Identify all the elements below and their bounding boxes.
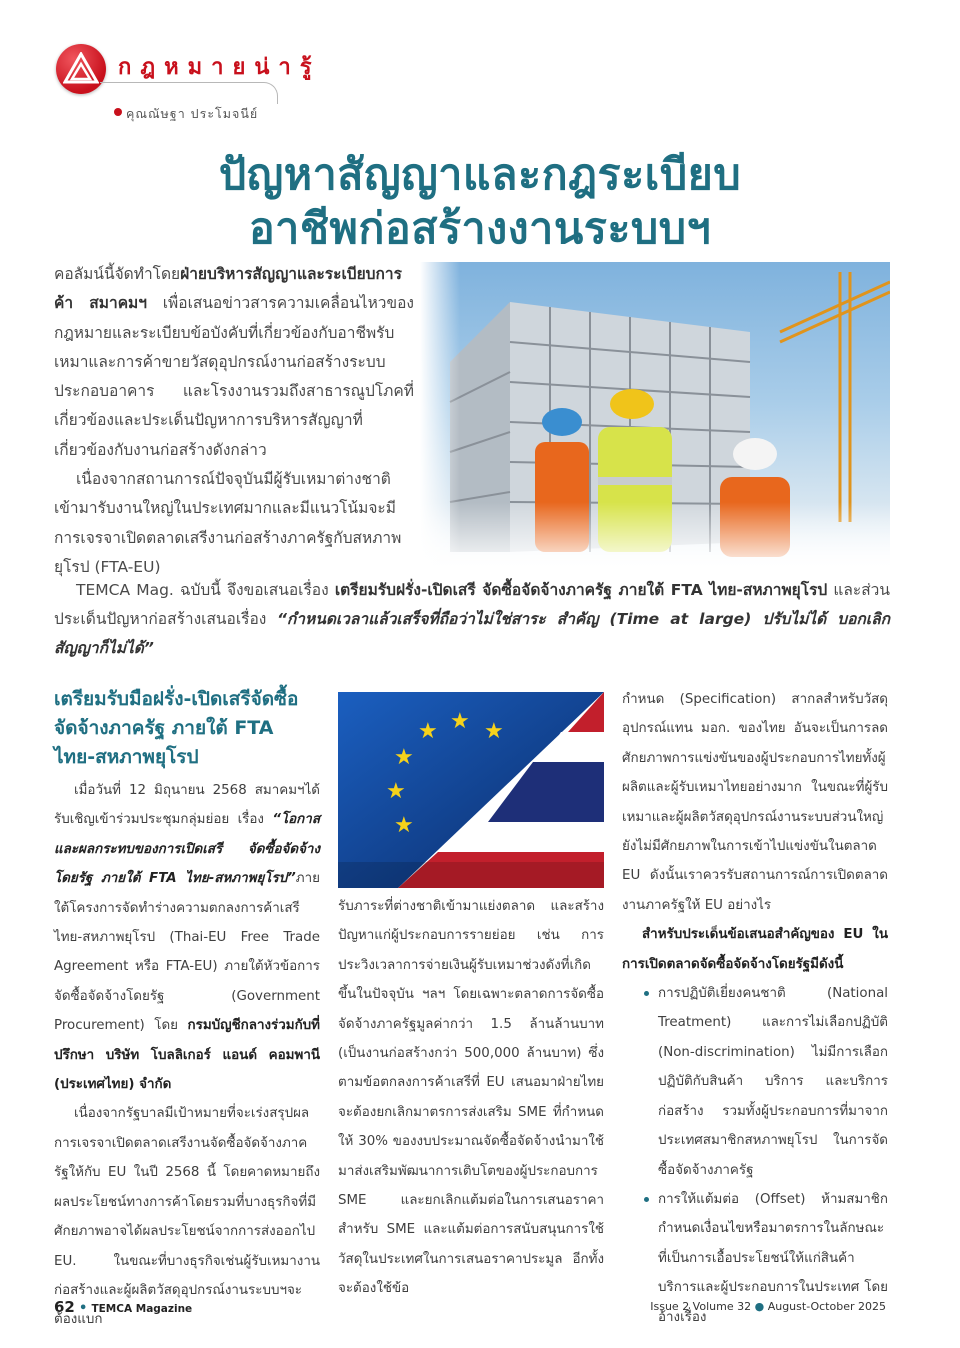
svg-text:★: ★ (394, 745, 414, 770)
column-name: กฎหมายน่ารู้ (118, 55, 321, 80)
list-item: การปฏิบัติเยี่ยงคนชาติ (National Treatment) และการไม่เลือกปฏิบัติ (Non-discrimination) ไม่มีการเลือกปฏิบัติกับสินค้า บริการ และบริการก่อสร้าง รวมทั้งผู้ประกอบการที่มาจากประเทศสมาชิกสหภาพยุโรป ในการจัดซื้อจัดจ้างภาครัฐ (622, 979, 888, 1185)
column-rule-decoration (100, 82, 278, 104)
svg-text:★: ★ (484, 719, 504, 744)
section-heading: เตรียมรับมือฝรั่ง-เปิดเสรีจัดซื้อจัดจ้างภาครัฐ ภายใต้ FTA ไทย-สหภาพยุโรป (54, 688, 299, 768)
svg-text:★: ★ (450, 709, 470, 734)
author-line (114, 104, 258, 124)
eu-thai-flags-photo (338, 692, 604, 888)
issue-period: August-October 2025 (767, 1300, 886, 1313)
footer-dot: ● (754, 1300, 765, 1313)
list-item: การให้แต้มต่อ (Offset) ห้ามสมาชิกกำหนดเงื่อนไขหรือมาตรการในลักษณะที่เป็นการเอื้อประโยชน์ให้แก่สินค้า บริการและผู้ประกอบการในประเทศ โดยอ้างเรื่อง (622, 1185, 888, 1332)
section-paragraph-2: เนื่องจากรัฐบาลมีเป้าหมายที่จะเร่งสรุปผลการเจรจาเปิดตลาดเสรีงานจัดซื้อจัดจ้างภาครัฐให้กับ EU ในปี 2568 นี้ โดยคาดหมายถึงผลประโยชน์ทางการค้าโดยรวมที่บางธุรกิจที่มีศักยภาพอาจได้ผลประโยชน์จากการส่งออกไป EU. ในขณะที่บางธุรกิจเช่นผู้รับเหมางานก่อสร้างและผู้ผลิตวัสดุอุปกรณ์งานระบบฯจะต้องแบก (54, 1106, 320, 1328)
footer-separator: • (79, 1301, 88, 1316)
page-number: 62 (54, 1298, 75, 1316)
column-2 (338, 892, 604, 1304)
column-2-paragraph: รับภาระที่ต่างชาติเข้ามาแย่งตลาด และสร้างปัญหาแก่ผู้ประกอบการรายย่อย เช่น การประวิงเวลาการจ่ายเงินผู้รับเหมาช่วงดังที่เกิดขึ้นในปัจจุบัน ฯลฯ โดยเฉพาะตลาดการจัดซื้อจัดจ้างภาครัฐมูลค่ากว่า 1.5 ล้านล้านบาท (เป็นงานก่อสร้างกว่า 500,000 ล้านบาท) ซึ่งตามข้อตกลงการค้าเสรีที่ EU เสนอมาฝ่ายไทยจะต้องยกเลิกมาตรการส่งเสริม SME ที่กำหนดให้ 30% ของงบประมาณจัดซื้อจัดจ้างนำมาใช้มาส่งเสริมพัฒนาการเติบโตของผู้ประกอบการ SME และยกเลิกแต้มต่อในการเสนอราคาสำหรับ SME และแต้มต่อการสนับสนุนการใช้วัสดุในประเทศในการเสนอราคาประมูล อีกทั้งจะต้องใช้ข้อ (338, 899, 604, 1297)
temca-logo (56, 44, 106, 94)
eu-thai-flags-illustration (338, 692, 604, 888)
article-title-line-1: ปัญหาสัญญาและกฎระเบียบ (218, 150, 742, 200)
bullet-icon (644, 1197, 649, 1202)
intro-text (54, 260, 414, 582)
construction-workers-scaffolding-photo (420, 262, 890, 572)
article-title-line-2: อาชีพก่อสร้างงานระบบฯ (248, 204, 712, 254)
svg-text:★: ★ (418, 719, 438, 744)
column-3 (622, 685, 888, 1332)
svg-text:★: ★ (394, 813, 414, 838)
bullet-icon (644, 991, 649, 996)
author-name: คุณณัษฐา ประโมจนีย์ (126, 106, 259, 121)
column-1 (54, 685, 320, 1335)
column-3-paragraph-1: กำหนด (Specification) สากลสำหรับวัสดุอุปกรณ์แทน มอก. ของไทย อันจะเป็นการลดศักยภาพการแข่งขันของผู้ประกอบการไทยทั้งผู้ผลิตและผู้รับเหมาไทยอย่างมาก ในขณะที่ผู้รับเหมาและผู้ผลิตวัสดุอุปกรณ์งานระบบส่วนใหญ่ยังไม่มีศักยภาพในการเข้าไปแข่งขันในตลาด EU ดังนั้นเราควรรับสถานการณ์การเปิดตลาดงานภาครัฐให้ EU อย่างไร (622, 692, 888, 913)
photo-fade-bottom (420, 502, 890, 572)
column-3-bold-heading: สำหรับประเด็นข้อเสนอสำคัญของ EU ในการเปิดตลาดจัดซื้อจัดจ้างโดยรัฐมีดังนี้ (622, 927, 888, 972)
section-paragraph-1: เมื่อวันที่ 12 มิถุนายน 2568 สมาคมฯได้รับเชิญเข้าร่วมประชุมกลุ่มย่อย เรื่อง “โอกาสและผลกระทบของการเปิดเสรี จัดซื้อจัดจ้างโดยรัฐ ภายใต้ FTA ไทย-สหภาพยุโรป”ภายใต้โครงการจัดทำร่างความตกลงการค้าเสรีไทย-สหภาพยุโรป (Thai-EU Free Trade Agreement หรือ FTA-EU) ภายใต้หัวข้อการจัดซื้อจัดจ้างโดยรัฐ (Government Procurement) โดย กรมบัญชีกลางร่วมกับที่ปรึกษา บริษัท โบลลิเกอร์ แอนด์ คอมพานี (ประเทศไทย) จำกัด (54, 783, 320, 1093)
magazine-name: TEMCA Magazine (91, 1303, 193, 1315)
footer-page-info (54, 1298, 192, 1316)
issue-volume: Issue 2 Volume 32 (650, 1300, 752, 1313)
article-lead-paragraph: TEMCA Mag. ฉบับนี้ จึงขอเสนอเรื่อง เตรียมรับฝรั่ง-เปิดเสรี จัดซื้อจัดจ้างภาครัฐ ภายใต้ FTA ไทย-สหภาพยุโรป และส่วนประเด็นปัญหาก่อสร้างเสนอเรื่อง “กำหนดเวลาแล้วเสร็จที่ถือว่าไม่ใช่สาระ สำคัญ (Time at large) ปรับไม่ได้ บอกเลิกสัญญาก็ไม่ได้” (54, 581, 890, 657)
intro-paragraph-2: เนื่องจากสถานการณ์ปัจจุบันมีผู้รับเหมาต่างชาติเข้ามารับงานใหญ่ในประเทศมากและมีแนวโน้มจะมีการเจรจาเปิดตลาดเสรีงานก่อสร้างภาครัฐกับสหภาพยุโรป (FTA-EU) (54, 470, 402, 576)
temca-triangle-logo-icon (63, 52, 99, 84)
footer-issue-info (650, 1300, 886, 1313)
svg-text:★: ★ (386, 779, 406, 804)
photo-fade-left (420, 262, 460, 572)
intro-paragraph-1: คอลัมน์นี้จัดทำโดยฝ่ายบริหารสัญญาและระเบียบการค้า สมาคมฯ เพื่อเสนอข่าวสารความเคลื่อนไหวของกฎหมายและระเบียบข้อบังคับที่เกี่ยวข้องกับอาชีพรับเหมาและการค้าขายวัสดุอุปกรณ์งานก่อสร้างระบบประกอบอาคาร และโรงงานรวมถึงสาธารณูปโภคที่เกี่ยวข้องและประเด็นปัญหาการบริหารสัญญาที่เกี่ยวข้องกับงานก่อสร้างดังกล่าว (54, 265, 414, 459)
